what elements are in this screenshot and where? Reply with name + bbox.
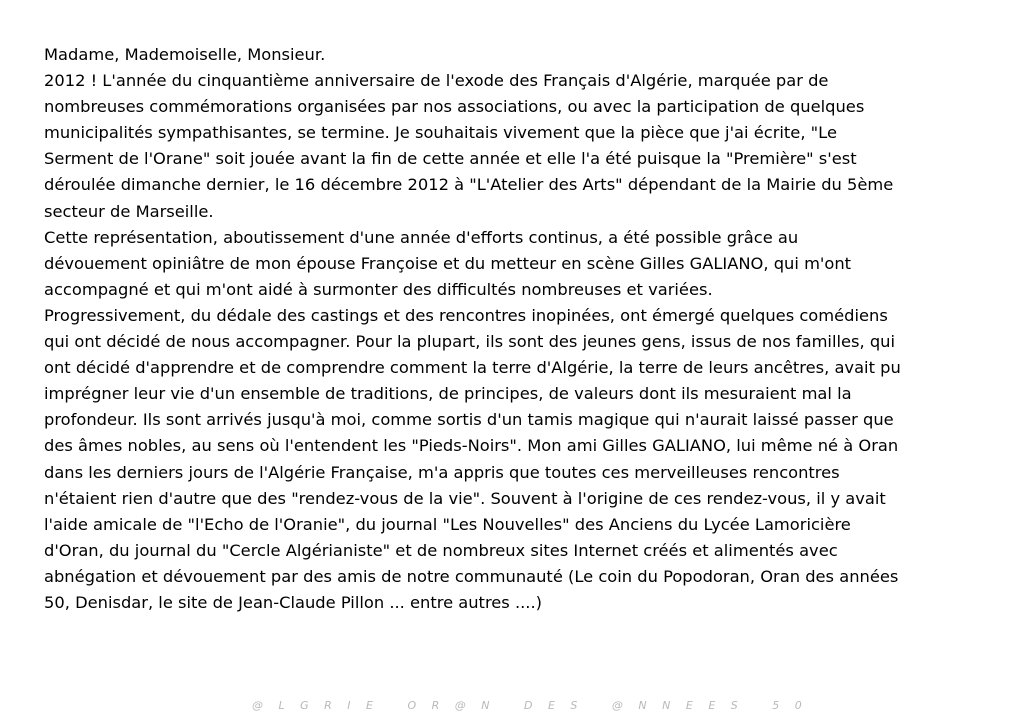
letter-line: Progressivement, du dédale des castings et des rencontres inopinées, ont émergé quelques comédiens — [44, 305, 888, 325]
letter-line: abnégation et dévouement par des amis de notre communauté (Le coin du Popodoran, Oran des années — [44, 566, 899, 586]
letter-line: n'étaient rien d'autre que des "rendez-vous de la vie". Souvent à l'origine de ces rendez-vous, il y avait — [44, 488, 886, 508]
letter-line: dans les derniers jours de l'Algérie Française, m'a appris que toutes ces merveilleuses rencontres — [44, 462, 840, 482]
letter-line: accompagné et qui m'ont aidé à surmonter des difficultés nombreuses et variées. — [44, 279, 713, 299]
letter-line: 2012 ! L'année du cinquantième anniversaire de l'exode des Français d'Algérie, marquée par de — [44, 71, 829, 91]
letter-line: imprégner leur vie d'un ensemble de traditions, de principes, de valeurs dont ils mesuraient mal la — [44, 384, 852, 404]
letter-line: 50, Denisdar, le site de Jean-Claude Pillon ... entre autres ....) — [44, 592, 543, 612]
letter-line: l'aide amicale de "l'Echo de l'Oranie", du journal "Les Nouvelles" des Anciens du Lycée Lamoricière — [44, 514, 851, 534]
letter-line: qui ont décidé de nous accompagner. Pour la plupart, ils sont des jeunes gens, issus de nos familles, qui — [44, 332, 896, 352]
letter-line: ont décidé d'apprendre et de comprendre comment la terre d'Algérie, la terre de leurs ancêtres, avait pu — [44, 358, 901, 378]
letter-line: Serment de l'Orane" soit jouée avant la fin de cette année et elle l'a été puisque la "Première" s'est — [44, 149, 857, 169]
letter-line: secteur de Marseille. — [44, 201, 214, 221]
letter-line: Cette représentation, aboutissement d'une année d'efforts continus, a été possible grâce au — [44, 227, 799, 247]
letter-greeting: Madame, Mademoiselle, Monsieur. — [44, 45, 326, 64]
letter-body — [44, 42, 1004, 616]
footer-watermark: @LGRIE OR@N DES @NNEES 50 — [252, 699, 818, 712]
letter-line: municipalités sympathisantes, se termine. Je souhaitais vivement que la pièce que j'ai écrite, "Le — [44, 123, 837, 143]
letter-line: dévouement opiniâtre de mon épouse Françoise et du metteur en scène Gilles GALIANO, qui m'ont — [44, 253, 852, 273]
letter-line: déroulée dimanche dernier, le 16 décembre 2012 à "L'Atelier des Arts" dépendant de la Mairie du 5ème — [44, 175, 894, 195]
letter-line: nombreuses commémorations organisées par nos associations, ou avec la participation de quelques — [44, 97, 865, 117]
letter-line: des âmes nobles, au sens où l'entendent les "Pieds-Noirs". Mon ami Gilles GALIANO, lui même né à Oran — [44, 436, 899, 456]
letter-line: profondeur. Ils sont arrivés jusqu'à moi, comme sortis d'un tamis magique qui n'aurait laissé passer que — [44, 410, 894, 430]
letter-line: d'Oran, du journal du "Cercle Algérianiste" et de nombreux sites Internet créés et alimentés avec — [44, 540, 838, 560]
